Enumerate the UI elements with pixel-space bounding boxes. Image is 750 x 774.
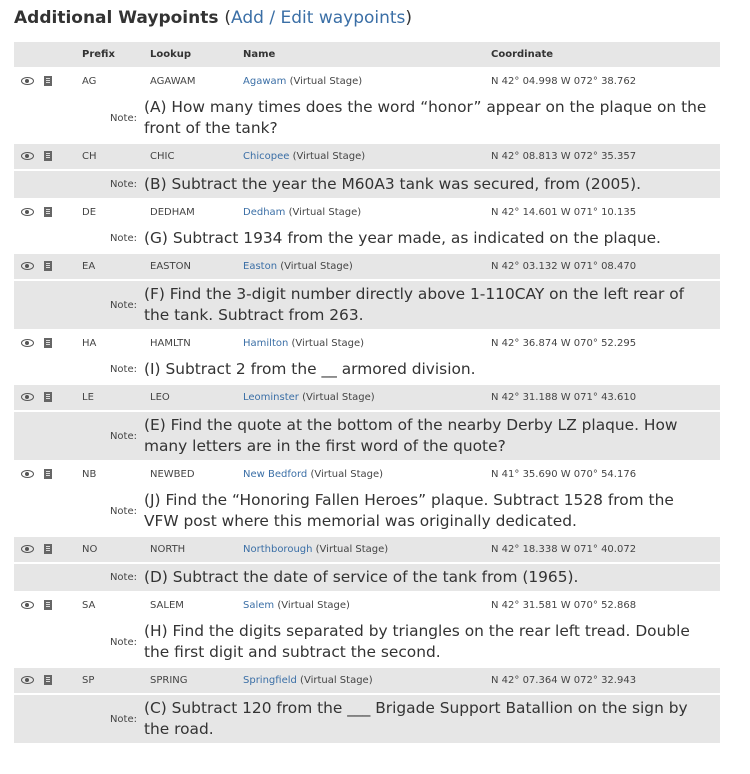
waypoint-name-link[interactable]: New Bedford [243, 469, 308, 480]
note-label: Note: [14, 487, 143, 536]
waypoint-note-row [14, 94, 720, 143]
waypoint-row [14, 667, 720, 694]
document-icon[interactable] [44, 675, 52, 685]
waypoint-note-row [14, 280, 720, 330]
waypoint-coordinate: N 42° 31.581 W 070° 52.868 [491, 600, 637, 611]
waypoints-table [14, 42, 720, 745]
virtual-stage-label: (Virtual Stage) [302, 392, 375, 403]
document-icon[interactable] [44, 76, 52, 86]
waypoint-name-link[interactable]: Chicopee [243, 151, 290, 162]
waypoint-row [14, 199, 720, 225]
waypoint-lookup: SPRING [143, 667, 236, 694]
note-label: Note: [14, 411, 143, 461]
view-icon[interactable] [21, 545, 34, 553]
virtual-stage-label: (Virtual Stage) [291, 338, 365, 349]
header-icons [14, 42, 75, 68]
waypoint-icons [14, 461, 75, 487]
waypoint-name-cell [236, 68, 484, 94]
view-icon[interactable] [21, 152, 34, 160]
waypoint-note: (D) Subtract the date of service of the tank from (1965). [143, 563, 720, 592]
waypoint-prefix: SP [75, 667, 143, 694]
table-header-row [14, 42, 720, 68]
virtual-stage-label: (Virtual Stage) [310, 469, 384, 480]
waypoint-coordinate: N 42° 31.188 W 071° 43.610 [484, 384, 720, 411]
waypoint-name-cell [236, 536, 484, 563]
waypoint-name-link[interactable]: Springfield [243, 675, 297, 686]
waypoint-note-row [14, 170, 720, 199]
waypoint-coordinate: N 41° 35.690 W 070° 54.176 [491, 469, 637, 480]
view-icon[interactable] [21, 262, 34, 270]
document-icon[interactable] [44, 469, 52, 479]
waypoint-name-link[interactable]: Easton [243, 261, 278, 272]
waypoint-name-link[interactable]: Agawam [243, 76, 287, 87]
waypoint-note-row [14, 618, 720, 667]
waypoint-note: (E) Find the quote at the bottom of the nearby Derby LZ plaque. How many letters are in the first word of the quote? [143, 411, 720, 461]
note-label: Note: [14, 280, 143, 330]
waypoint-icons [14, 330, 75, 356]
waypoint-note-row [14, 487, 720, 536]
waypoint-coordinate: N 42° 18.338 W 071° 40.072 [484, 536, 720, 563]
waypoint-coordinate: N 42° 14.601 W 071° 10.135 [491, 207, 637, 218]
virtual-stage-label: (Virtual Stage) [292, 151, 366, 162]
close-paren: ) [405, 8, 413, 28]
waypoint-note: (I) Subtract 2 from the __ armored division. [143, 356, 720, 384]
waypoint-prefix: SA [82, 600, 96, 611]
virtual-stage-label: (Virtual Stage) [277, 600, 350, 611]
waypoint-row [14, 253, 720, 280]
waypoint-note: (C) Subtract 120 from the ___ Brigade Support Batallion on the sign by the road. [143, 694, 720, 744]
waypoint-lookup: AGAWAM [150, 76, 196, 87]
view-icon[interactable] [21, 470, 34, 478]
virtual-stage-label: (Virtual Stage) [315, 544, 389, 555]
waypoint-icons [14, 143, 75, 170]
document-icon[interactable] [44, 207, 52, 217]
document-icon[interactable] [44, 544, 52, 554]
virtual-stage-label: (Virtual Stage) [280, 261, 353, 272]
waypoint-prefix: NO [75, 536, 143, 563]
header-coordinate[interactable]: Coordinate [484, 42, 720, 68]
waypoint-name-link[interactable]: Leominster [243, 392, 299, 403]
header-lookup[interactable]: Lookup [143, 42, 236, 68]
waypoint-note-row [14, 563, 720, 592]
waypoint-name-cell [236, 143, 484, 170]
waypoint-lookup: HAMLTN [150, 338, 191, 349]
waypoint-note: (G) Subtract 1934 from the year made, as indicated on the plaque. [143, 225, 720, 253]
document-icon[interactable] [44, 151, 52, 161]
waypoint-lookup: SALEM [150, 600, 184, 611]
open-paren: ( [224, 8, 232, 28]
waypoint-name-cell [236, 330, 484, 356]
waypoint-name-cell [236, 461, 484, 487]
note-label: Note: [14, 170, 143, 199]
virtual-stage-label: (Virtual Stage) [300, 675, 373, 686]
waypoint-note: (J) Find the “Honoring Fallen Heroes” plaque. Subtract 1528 from the VFW post where this memorial was originally dedicated. [143, 487, 720, 536]
note-label: Note: [14, 94, 143, 143]
header-name[interactable]: Name [236, 42, 484, 68]
waypoint-icons [14, 536, 75, 563]
waypoint-prefix: DE [82, 207, 97, 218]
waypoint-name-link[interactable]: Dedham [243, 207, 286, 218]
view-icon[interactable] [21, 339, 34, 347]
waypoint-note: (A) How many times does the word “honor” appear on the plaque on the front of the tank? [143, 94, 720, 143]
waypoint-icons [14, 592, 75, 618]
waypoint-name-link[interactable]: Northborough [243, 544, 313, 555]
waypoint-prefix: HA [82, 338, 97, 349]
waypoint-prefix: NB [82, 469, 97, 480]
waypoint-icons [14, 253, 75, 280]
waypoint-note: (F) Find the 3-digit number directly above 1-110CAY on the left rear of the tank. Subtract from 263. [143, 280, 720, 330]
waypoint-lookup: NEWBED [150, 469, 195, 480]
waypoint-row [14, 143, 720, 170]
waypoint-note: (H) Find the digits separated by triangles on the rear left tread. Double the first digit and subtract the second. [143, 618, 720, 667]
add-edit-waypoints-link[interactable]: Add / Edit waypoints [231, 8, 406, 28]
waypoint-row [14, 536, 720, 563]
waypoint-name-cell [236, 199, 484, 225]
waypoint-note-row [14, 411, 720, 461]
document-icon[interactable] [44, 261, 52, 271]
note-label: Note: [14, 563, 143, 592]
waypoint-lookup: NORTH [143, 536, 236, 563]
waypoint-row [14, 461, 720, 487]
waypoint-note-row [14, 694, 720, 744]
waypoint-note-row [14, 356, 720, 384]
waypoint-name-link[interactable]: Hamilton [243, 338, 289, 349]
waypoints-body [14, 68, 720, 744]
waypoint-prefix: CH [75, 143, 143, 170]
waypoint-name-cell [236, 253, 484, 280]
waypoint-name-link[interactable]: Salem [243, 600, 275, 611]
note-label: Note: [14, 225, 143, 253]
view-icon[interactable] [21, 601, 34, 609]
document-icon[interactable] [44, 338, 52, 348]
view-icon[interactable] [21, 393, 34, 401]
waypoint-lookup: CHIC [143, 143, 236, 170]
waypoint-prefix: EA [75, 253, 143, 280]
note-label: Note: [14, 618, 143, 667]
waypoint-lookup: EASTON [143, 253, 236, 280]
waypoint-row [14, 384, 720, 411]
waypoint-coordinate: N 42° 07.364 W 072° 32.943 [484, 667, 720, 694]
waypoint-note-row [14, 225, 720, 253]
virtual-stage-label: (Virtual Stage) [289, 76, 363, 87]
waypoint-prefix: LE [75, 384, 143, 411]
header-prefix[interactable]: Prefix [75, 42, 143, 68]
waypoint-name-cell [236, 384, 484, 411]
waypoint-coordinate: N 42° 36.874 W 070° 52.295 [491, 338, 637, 349]
waypoint-row [14, 330, 720, 356]
document-icon[interactable] [44, 392, 52, 402]
view-icon[interactable] [21, 208, 34, 216]
waypoint-row [14, 592, 720, 618]
note-label: Note: [14, 694, 143, 744]
view-icon[interactable] [21, 676, 34, 684]
view-icon[interactable] [21, 77, 34, 85]
waypoint-prefix: AG [82, 76, 97, 87]
waypoint-coordinate: N 42° 03.132 W 071° 08.470 [484, 253, 720, 280]
waypoint-coordinate: N 42° 04.998 W 072° 38.762 [491, 76, 637, 87]
note-label: Note: [14, 356, 143, 384]
waypoint-note: (B) Subtract the year the M60A3 tank was secured, from (2005). [143, 170, 720, 199]
waypoint-name-cell [236, 592, 484, 618]
waypoint-lookup: LEO [143, 384, 236, 411]
waypoint-row [14, 68, 720, 94]
waypoint-name-cell [236, 667, 484, 694]
waypoint-icons [14, 199, 75, 225]
section-heading [14, 8, 412, 28]
document-icon[interactable] [44, 600, 52, 610]
virtual-stage-label: (Virtual Stage) [288, 207, 362, 218]
waypoint-coordinate: N 42° 08.813 W 072° 35.357 [484, 143, 720, 170]
section-title: Additional Waypoints [14, 8, 219, 28]
waypoint-icons [14, 384, 75, 411]
waypoint-icons [14, 68, 75, 94]
waypoint-icons [14, 667, 75, 694]
waypoint-lookup: DEDHAM [150, 207, 195, 218]
